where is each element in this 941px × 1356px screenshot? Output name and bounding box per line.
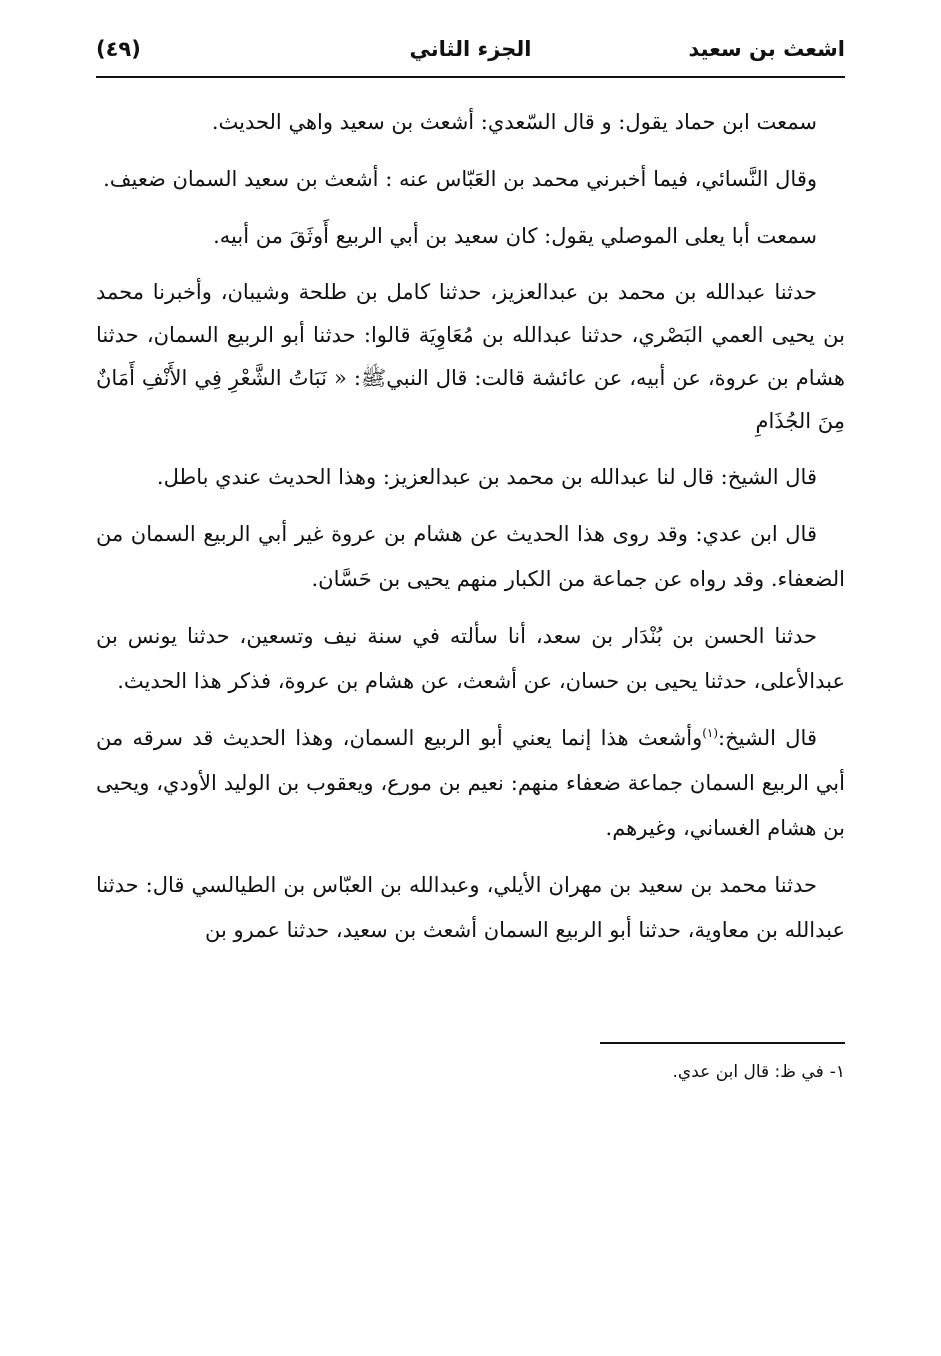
paragraph-7: حدثنا الحسن بن بُنْدَار بن سعد، أنا سألته في سنة نيف وتسعين، حدثنا يونس بن عبدالأعلى، حدثنا يحيى بن حسان، عن أشعث، عن هشام بن عروة، فذكر هذا الحديث. [96,624,845,693]
footnote [245,1058,845,1086]
paragraph-2: وقال النَّسائي، فيما أخبرني محمد بن العَبّاس عنه : أشعث بن سعيد السمان ضعيف. [103,167,817,191]
footnote-number: ١- [829,1062,845,1082]
page-header [96,34,845,74]
paragraph-8-text: وأشعث هذا إنما يعني أبو الربيع السمان، وهذا الحديث قد سرقه من أبي الربيع السمان جماعة ضعفاء منهم: نعيم بن مورع، ويعقوب بن الوليد الأودي، ويحيى بن هشام الغساني، وغيرهم. [96,726,845,840]
paragraph-8 [96,716,845,851]
paragraph-1: سمعت ابن حماد يقول: و قال السّعدي: أشعث بن سعيد واهي الحديث. [211,110,817,134]
header-divider [96,76,845,78]
footnote-divider [600,1042,845,1044]
paragraph-6: قال ابن عدي: وقد روى هذا الحديث عن هشام بن عروة غير أبي الربيع السمان من الضعفاء. وقد رواه عن جماعة من الكبار منهم يحيى بن حَسَّان. [96,522,845,591]
page-number: (٤٩) [96,37,141,61]
paragraph-8-prefix: قال الشيخ: [718,726,817,750]
footnote-marker: (١) [702,726,719,740]
paragraph-4: حدثنا عبدالله بن محمد بن عبدالعزيز، حدثنا كامل بن طلحة وشيبان، وأخبرنا محمد بن يحيى العمي البَصْري، حدثنا عبدالله بن مُعَاوِيَة قالوا: حدثنا أبو الربيع السمان، حدثنا هشام بن عروة، عن أبيه، عن عائشة قالت: قال النبيﷺ: « نَبَاتُ الشَّعْرِ فِي الأَنْفِ أَمَانٌ مِنَ الجُذَامِ [96,280,846,433]
paragraph-3: سمعت أبا يعلى الموصلي يقول: كان سعيد بن أبي الربيع أَوثَقَ من أبيه. [213,224,817,248]
footnote-text: في ظ: قال ابن عدي. [672,1062,824,1082]
running-title: اشعث بن سعيد [688,37,845,61]
volume-title: الجزء الثاني [409,37,532,61]
paragraph-5: قال الشيخ: قال لنا عبدالله بن محمد بن عبدالعزيز: وهذا الحديث عندي باطل. [156,465,817,489]
main-text [96,100,845,965]
paragraph-9: حدثنا محمد بن سعيد بن مهران الأيلي، وعبدالله بن العبّاس بن الطيالسي قال: حدثنا عبدالله بن معاوية، حدثنا أبو الربيع السمان أشعث بن سعيد، حدثنا عمرو بن [96,873,845,942]
